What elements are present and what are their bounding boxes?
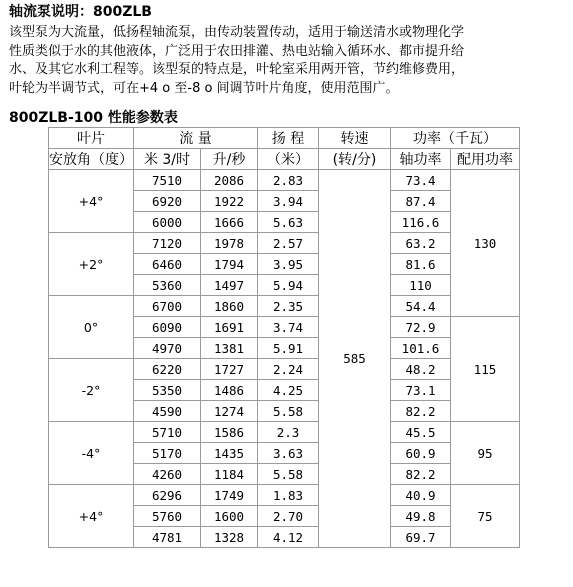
head-cell: 4.25 xyxy=(258,380,319,401)
blade-angle-cell: -2° xyxy=(49,359,134,422)
head-cell: 3.63 xyxy=(258,443,319,464)
flow-ls-cell: 1274 xyxy=(201,401,258,422)
flow-m3h-cell: 6700 xyxy=(134,296,201,317)
shaft-power-cell: 69.7 xyxy=(391,527,451,548)
head-cell: 3.74 xyxy=(258,317,319,338)
speed-cell: 585 xyxy=(319,170,391,548)
table-row xyxy=(49,359,520,380)
flow-m3h-cell: 6000 xyxy=(134,212,201,233)
header-angle: 安放角（度） xyxy=(49,149,134,170)
description-line: 叶轮为半调节式，可在+4 ο 至-8 ο 间调节叶片角度，使用范围广。 xyxy=(9,80,399,96)
rated-power-cell: 115 xyxy=(451,317,520,422)
flow-ls-cell: 1497 xyxy=(201,275,258,296)
shaft-power-cell: 82.2 xyxy=(391,464,451,485)
shaft-power-cell: 72.9 xyxy=(391,317,451,338)
head-cell: 5.58 xyxy=(258,401,319,422)
head-cell: 2.24 xyxy=(258,359,319,380)
flow-ls-cell: 1586 xyxy=(201,422,258,443)
flow-m3h-cell: 5170 xyxy=(134,443,201,464)
table-row xyxy=(49,485,520,506)
flow-ls-cell: 1978 xyxy=(201,233,258,254)
blade-angle-cell: +4° xyxy=(49,485,134,548)
performance-table xyxy=(48,127,520,548)
head-cell: 1.83 xyxy=(258,485,319,506)
shaft-power-cell: 73.4 xyxy=(391,170,451,191)
blade-angle-cell: 0° xyxy=(49,296,134,359)
shaft-power-cell: 101.6 xyxy=(391,338,451,359)
flow-m3h-cell: 6920 xyxy=(134,191,201,212)
flow-ls-cell: 1691 xyxy=(201,317,258,338)
flow-ls-cell: 1860 xyxy=(201,296,258,317)
flow-ls-cell: 1328 xyxy=(201,527,258,548)
flow-ls-cell: 1486 xyxy=(201,380,258,401)
flow-m3h-cell: 6460 xyxy=(134,254,201,275)
flow-m3h-cell: 6296 xyxy=(134,485,201,506)
head-cell: 5.58 xyxy=(258,464,319,485)
blade-angle-cell: +4° xyxy=(49,170,134,233)
header-power: 功率（千瓦） xyxy=(391,128,520,149)
description-line: 性质类似于水的其他液体，广泛用于农田排灌、热电站输入循环水、都市提升给 xyxy=(9,43,465,59)
header-flow: 流 量 xyxy=(134,128,258,149)
doc-title: 轴流泵说明：800ZLB xyxy=(9,4,152,20)
shaft-power-cell: 82.2 xyxy=(391,401,451,422)
flow-ls-cell: 1749 xyxy=(201,485,258,506)
flow-ls-cell: 1600 xyxy=(201,506,258,527)
table-row xyxy=(49,233,520,254)
shaft-power-cell: 87.4 xyxy=(391,191,451,212)
flow-m3h-cell: 4260 xyxy=(134,464,201,485)
header-speed: 转速 xyxy=(319,128,391,149)
shaft-power-cell: 110 xyxy=(391,275,451,296)
flow-ls-cell: 1922 xyxy=(201,191,258,212)
header-row xyxy=(49,128,520,149)
flow-m3h-cell: 4590 xyxy=(134,401,201,422)
head-cell: 2.57 xyxy=(258,233,319,254)
shaft-power-cell: 45.5 xyxy=(391,422,451,443)
head-cell: 2.35 xyxy=(258,296,319,317)
header-shaft-power: 轴功率 xyxy=(391,149,451,170)
flow-ls-cell: 1381 xyxy=(201,338,258,359)
flow-m3h-cell: 4970 xyxy=(134,338,201,359)
header-row xyxy=(49,149,520,170)
table-row xyxy=(49,170,520,191)
flow-m3h-cell: 4781 xyxy=(134,527,201,548)
rated-power-cell: 95 xyxy=(451,422,520,485)
shaft-power-cell: 60.9 xyxy=(391,443,451,464)
head-cell: 5.94 xyxy=(258,275,319,296)
head-cell: 4.12 xyxy=(258,527,319,548)
flow-ls-cell: 1435 xyxy=(201,443,258,464)
head-cell: 2.83 xyxy=(258,170,319,191)
header-flow-m3h: 米 3/时 xyxy=(134,149,201,170)
head-cell: 2.70 xyxy=(258,506,319,527)
header-head: 扬 程 xyxy=(258,128,319,149)
flow-m3h-cell: 5710 xyxy=(134,422,201,443)
header-speed-unit: (转/分) xyxy=(319,149,391,170)
rated-power-cell: 130 xyxy=(451,170,520,317)
rated-power-cell: 75 xyxy=(451,485,520,548)
head-cell: 3.94 xyxy=(258,191,319,212)
flow-m3h-cell: 6090 xyxy=(134,317,201,338)
head-cell: 5.63 xyxy=(258,212,319,233)
head-cell: 5.91 xyxy=(258,338,319,359)
head-cell: 2.3 xyxy=(258,422,319,443)
flow-m3h-cell: 5760 xyxy=(134,506,201,527)
header-flow-ls: 升/秒 xyxy=(201,149,258,170)
table-row xyxy=(49,422,520,443)
shaft-power-cell: 63.2 xyxy=(391,233,451,254)
flow-ls-cell: 2086 xyxy=(201,170,258,191)
flow-ls-cell: 1184 xyxy=(201,464,258,485)
shaft-power-cell: 40.9 xyxy=(391,485,451,506)
head-cell: 3.95 xyxy=(258,254,319,275)
shaft-power-cell: 49.8 xyxy=(391,506,451,527)
flow-m3h-cell: 6220 xyxy=(134,359,201,380)
flow-ls-cell: 1727 xyxy=(201,359,258,380)
header-rated-power: 配用功率 xyxy=(451,149,520,170)
description xyxy=(9,24,569,98)
blade-angle-cell: -4° xyxy=(49,422,134,485)
flow-m3h-cell: 7120 xyxy=(134,233,201,254)
shaft-power-cell: 116.6 xyxy=(391,212,451,233)
description-line: 该型泵为大流量，低扬程轴流泵，由传动装置传动，适用于输送清水或物理化学 xyxy=(9,25,465,40)
table-body xyxy=(49,128,520,548)
table-row xyxy=(49,296,520,317)
blade-angle-cell: +2° xyxy=(49,233,134,296)
table-title: 800ZLB-100 性能参数表 xyxy=(9,110,178,126)
flow-ls-cell: 1794 xyxy=(201,254,258,275)
flow-m3h-cell: 5350 xyxy=(134,380,201,401)
shaft-power-cell: 81.6 xyxy=(391,254,451,275)
header-blade: 叶片 xyxy=(49,128,134,149)
description-line: 水、及其它水利工程等。该型泵的特点是，叶轮室采用两开管，节约维修费用， xyxy=(9,62,465,77)
shaft-power-cell: 54.4 xyxy=(391,296,451,317)
flow-m3h-cell: 7510 xyxy=(134,170,201,191)
shaft-power-cell: 73.1 xyxy=(391,380,451,401)
flow-m3h-cell: 5360 xyxy=(134,275,201,296)
shaft-power-cell: 48.2 xyxy=(391,359,451,380)
flow-ls-cell: 1666 xyxy=(201,212,258,233)
header-head-unit: （米） xyxy=(258,149,319,170)
